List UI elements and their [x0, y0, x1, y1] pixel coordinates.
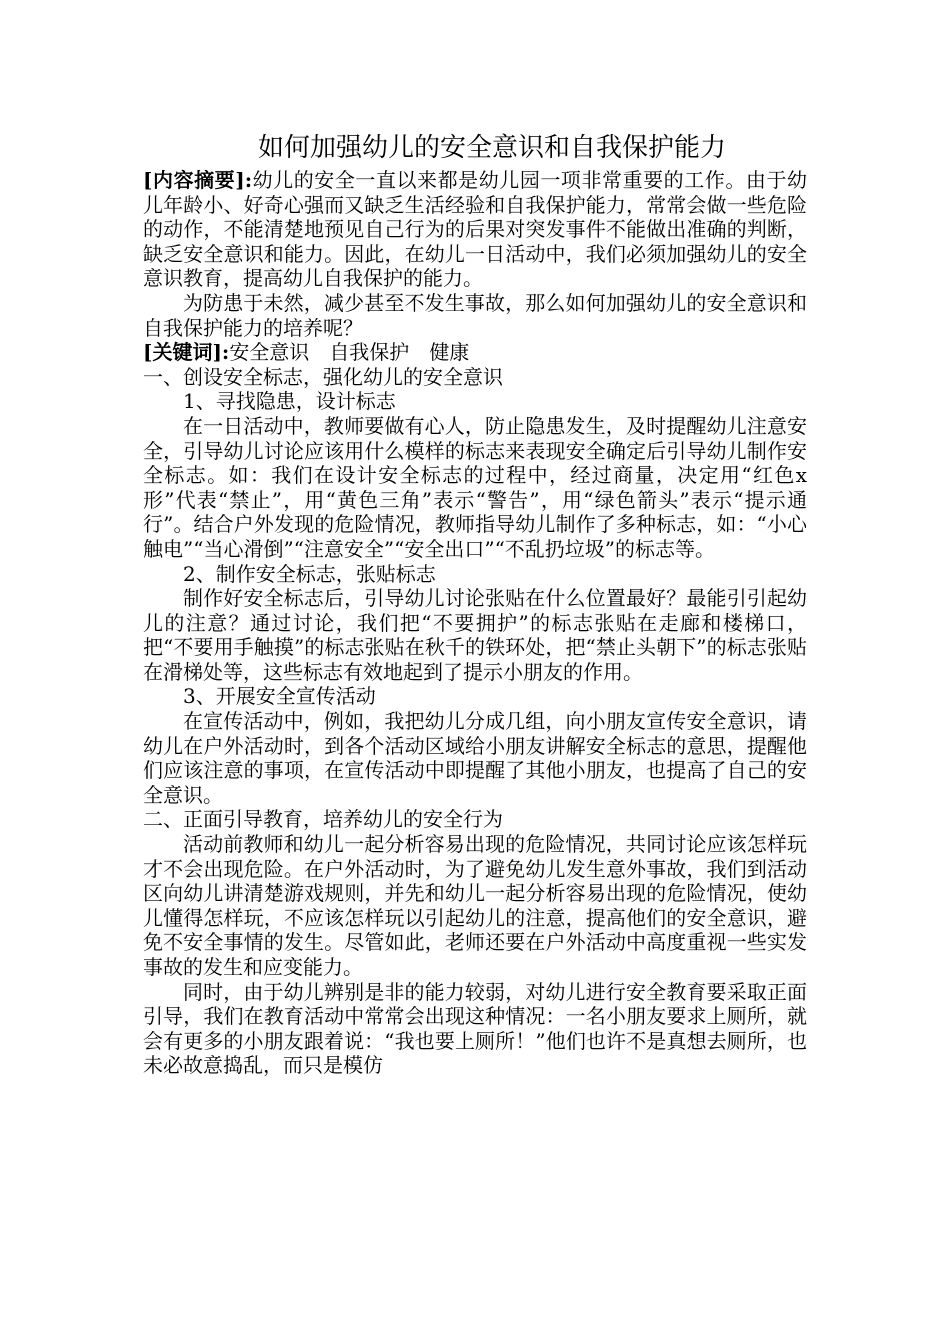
section1-para1: 在一日活动中，教师要做有心人，防止隐患发生，及时提醒幼儿注意安全，引导幼儿讨论应该用什么模样的标志来表现安全确定后引导幼儿制作安全标志。如：我们在设计安全标志的过程中，经过商量，决定用“红色x形”代表“禁止”，用“黄色三角”表示“警告”，用“绿色箭头”表示“提示通行”。结合户外发现的危险情况，教师指导幼儿制作了多种标志，如：“小心触电”“当心滑倒”“注意安全”“安全出口”“不乱扔垃圾”的标志等。 [143, 413, 807, 561]
section1-para3: 在宣传活动中，例如，我把幼儿分成几组，向小朋友宣传安全意识，请幼儿在户外活动时，到各个活动区域给小朋友讲解安全标志的意思，提醒他们应该注意的事项，在宣传活动中即提醒了其他小朋友，也提高了自己的安全意识。 [143, 709, 807, 807]
abstract-paragraph [143, 168, 807, 291]
section1-para2: 制作好安全标志后，引导幼儿讨论张贴在什么位置最好？最能引引起幼儿的注意？通过讨论，我们把“不要拥护”的标志张贴在走廊和楼梯口，把“不要用手触摸”的标志张贴在秋千的铁环处，把“禁止头朝下”的标志张贴在滑梯处等，这些标志有效地起到了提示小朋友的作用。 [143, 586, 807, 684]
keyword-item: 健康 [429, 340, 470, 365]
keywords-label: [关键词]: [143, 340, 230, 365]
document-title: 如何加强幼儿的安全意识和自我保护能力 [257, 133, 726, 163]
abstract-label: [内容摘要]: [143, 168, 253, 192]
document-page [143, 128, 807, 1078]
section1-heading: 一、创设安全标志，强化幼儿的安全意识 [143, 364, 503, 389]
section1-sub1: 1、寻找隐患，设计标志 [183, 389, 396, 414]
abstract-text: 幼儿的安全一直以来都是幼儿园一项非常重要的工作。由于幼儿年龄小、好奇心强而又缺乏生活经验和自我保护能力，常常会做一些危险的动作，不能清楚地预见自己行为的后果对突发事件不能做出准确的判断，缺乏安全意识和能力。因此，在幼儿一日活动中，我们必须加强幼儿的安全意识教育，提高幼儿自我保护的能力。 [143, 168, 808, 291]
section1-sub2: 2、制作安全标志，张贴标志 [183, 561, 436, 586]
keyword-item: 安全意识 [229, 340, 310, 365]
abstract-followup: 为防患于未然，减少甚至不发生事故，那么如何加强幼儿的安全意识和自我保护能力的培养呢？ [143, 290, 807, 340]
section2-para1: 活动前教师和幼儿一起分析容易出现的危险情况，共同讨论应该怎样玩才不会出现危险。在户外活动时，为了避免幼儿发生意外事故，我们到活动区向幼儿讲清楚游戏规则，并先和幼儿一起分析容易出现的危险情况，使幼儿懂得怎样玩，不应该怎样玩以引起幼儿的注意，提高他们的安全意识，避免不安全事情的发生。尽管如此，老师还要在户外活动中高度重视一些实发事故的发生和应变能力。 [143, 832, 807, 979]
keyword-item: 自我保护 [329, 340, 410, 365]
section2-para2: 同时，由于幼儿辨别是非的能力较弱，对幼儿进行安全教育要采取正面引导，我们在教育活动中常常会出现这种情况：一名小朋友要求上厕所，就会有更多的小朋友跟着说：“我也要上厕所！”他们也许不是真想去厕所，也未必故意捣乱，而只是模仿 [143, 979, 807, 1078]
section2-heading: 二、正面引导教育，培养幼儿的安全行为 [143, 807, 503, 832]
keywords-line [143, 340, 807, 365]
section1-sub3: 3、开展安全宣传活动 [183, 684, 376, 709]
